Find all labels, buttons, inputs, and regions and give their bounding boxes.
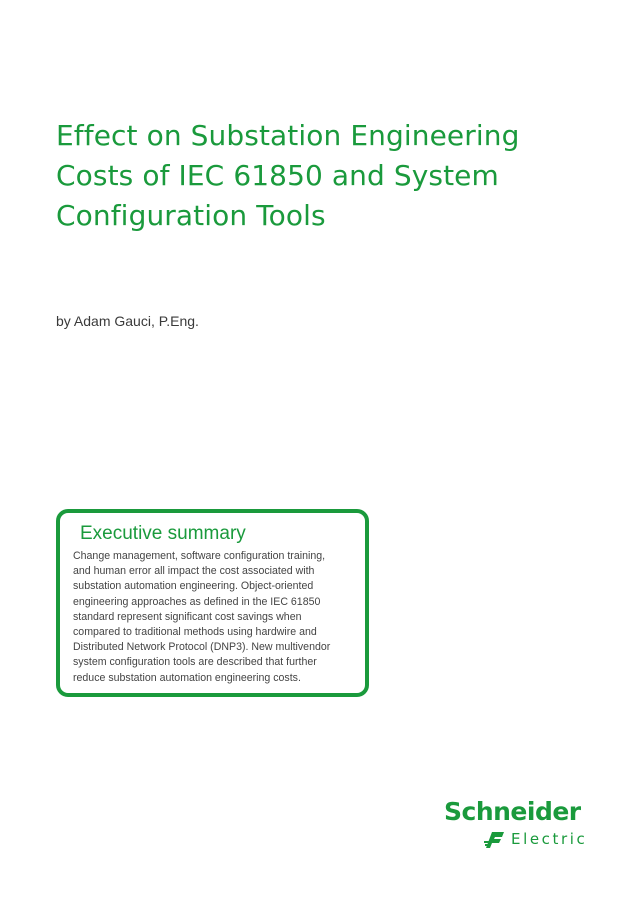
author-line: by Adam Gauci, P.Eng. xyxy=(56,313,199,329)
title-line: Effect on Substation Engineering xyxy=(56,119,520,152)
summary-line: engineering approaches as defined in the IEC 61850 xyxy=(73,595,321,608)
summary-line: standard represent significant cost savings when xyxy=(73,610,302,623)
summary-line: Distributed Network Protocol (DNP3). New multivendor xyxy=(73,641,331,654)
summary-line: compared to traditional methods using hardwire and xyxy=(73,626,317,639)
summary-line: system configuration tools are described that further xyxy=(73,656,317,669)
summary-line: Change management, software configuration training, xyxy=(73,550,326,562)
summary-line: reduce substation automation engineering costs. xyxy=(73,671,301,684)
schneider-electric-logo xyxy=(440,797,600,857)
title-line: Costs of IEC 61850 and System xyxy=(56,159,499,192)
logo-subtext: Electric xyxy=(511,830,588,848)
logo-wordmark: Schneider xyxy=(444,797,581,826)
document-title xyxy=(56,116,616,236)
summary-line: and human error all impact the cost associated with xyxy=(73,565,315,578)
executive-summary-heading: Executive summary xyxy=(80,523,246,544)
electric-mark-icon xyxy=(482,829,508,851)
summary-line: substation automation engineering. Object-oriented xyxy=(73,580,314,593)
executive-summary-body xyxy=(73,549,365,686)
title-line: Configuration Tools xyxy=(56,199,326,232)
executive-summary-box xyxy=(56,509,369,697)
